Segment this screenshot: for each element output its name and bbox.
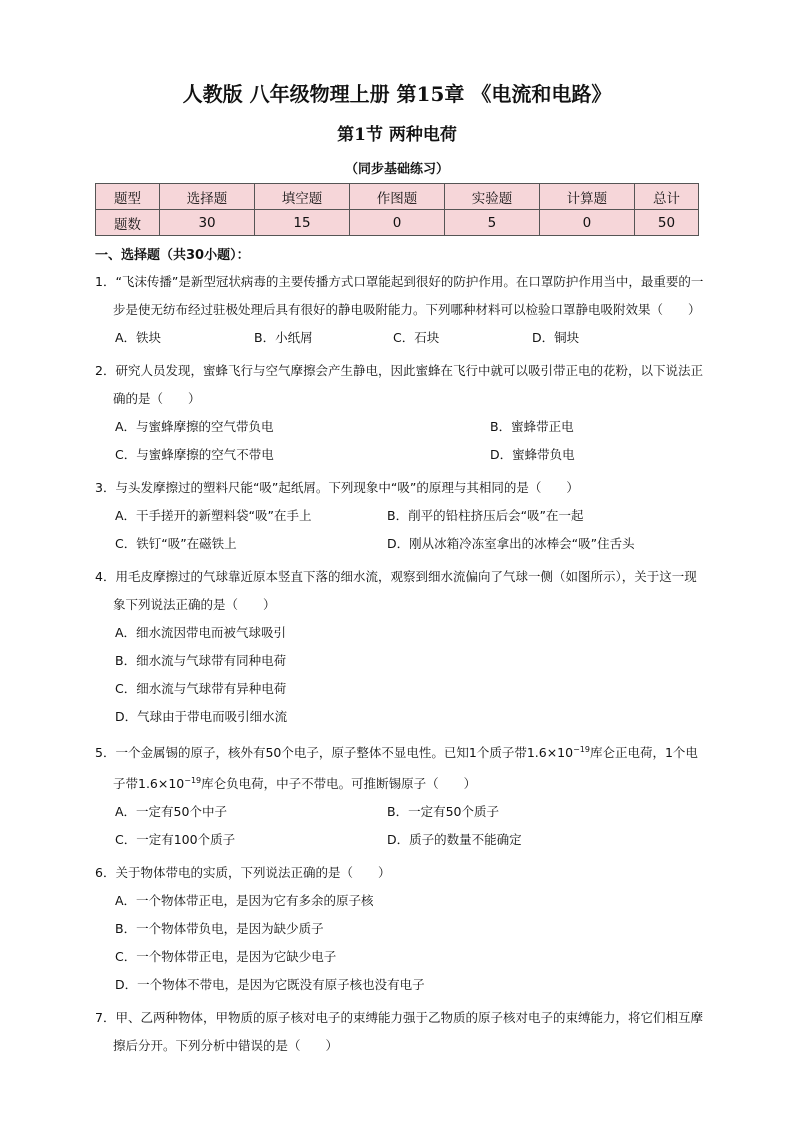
stats-header-row	[96, 184, 699, 210]
stats-header-cell: 实验题	[444, 184, 539, 210]
question-5	[95, 736, 705, 854]
question-stem: 6．关于物体带电的实质，下列说法正确的是（ ）	[95, 865, 391, 881]
option-c[interactable]: C．一个物体带正电，是因为它缺少电子	[115, 949, 337, 965]
stats-value-cell: 30	[160, 210, 255, 236]
option-list	[95, 798, 705, 854]
option-b[interactable]: B．一个物体带负电，是因为缺少质子	[115, 921, 324, 937]
question-2	[95, 357, 705, 469]
option-a[interactable]: A．干手搓开的新塑料袋“吸”在手上	[115, 508, 312, 523]
stats-header-cell: 选择题	[160, 184, 255, 210]
question-4	[95, 563, 705, 731]
stats-value-cell: 题数	[96, 210, 160, 236]
option-c[interactable]: C．铁钉“吸”在磁铁上	[115, 536, 237, 551]
option-b[interactable]: B．细水流与气球带有同种电荷	[115, 653, 287, 668]
stats-header-cell: 填空题	[255, 184, 350, 210]
option-c[interactable]: C．与蜜蜂摩擦的空气不带电	[115, 447, 274, 462]
option-list	[95, 413, 705, 469]
question-stem	[95, 736, 705, 798]
stats-value-cell: 0	[539, 210, 634, 236]
question-stem: 3．与头发摩擦过的塑料尺能“吸”起纸屑。下列现象中“吸”的原理与其相同的是（ ）	[95, 480, 579, 495]
option-c[interactable]: C．细水流与气球带有异种电荷	[115, 681, 287, 696]
practice-note: （同步基础练习）	[344, 162, 449, 177]
stats-value-cell: 5	[444, 210, 539, 236]
exponent: −19	[573, 745, 590, 754]
option-a[interactable]: A．一个物体带正电，是因为它有多余的原子核	[115, 893, 374, 909]
question-stem: 7．甲、乙两种物体，甲物质的原子核对电子的束缚能力强于乙物质的原子核对电子的束缚能力，将它们相互摩擦后分开。下列分析中错误的是（ ）	[95, 1010, 703, 1054]
stats-header-cell: 作图题	[350, 184, 445, 210]
option-d[interactable]: D．气球由于带电而吸引细水流	[115, 709, 288, 724]
option-a[interactable]: A．与蜜蜂摩擦的空气带负电	[115, 419, 274, 434]
option-list	[95, 502, 705, 558]
option-a[interactable]: A．细水流因带电而被气球吸引	[115, 625, 287, 640]
exponent: −19	[184, 776, 202, 786]
option-d[interactable]: D．刚从冰箱冷冻室拿出的冰棒会“吸”住舌头	[387, 536, 635, 551]
option-d[interactable]: D．蜜蜂带负电	[490, 447, 575, 462]
option-list	[95, 324, 705, 352]
stem-text: 库仑负电荷，中子不带电。可推断锡原子（ ）	[201, 776, 477, 792]
stats-value-cell: 0	[350, 210, 445, 236]
option-a[interactable]: A．铁块	[115, 330, 162, 345]
option-d[interactable]: D．质子的数量不能确定	[387, 832, 522, 848]
option-list	[95, 887, 705, 999]
option-c[interactable]: C．石块	[393, 330, 440, 345]
question-stem: 1．“飞沫传播”是新型冠状病毒的主要传播方式口罩能起到很好的防护作用。在口罩防护作用当中，最重要的一步是使无纺布经过驻极处理后具有很好的静电吸附能力。下列哪种材料可以检验口罩静电吸附效果（ ）	[95, 274, 704, 317]
question-7	[95, 1004, 705, 1060]
stats-value-row	[96, 210, 699, 236]
section-heading: 一、选择题（共30小题）：	[95, 248, 250, 263]
stats-value-cell: 15	[255, 210, 350, 236]
question-stem: 4．用毛皮摩擦过的气球靠近原本竖直下落的细水流，观察到细水流偏向了气球一侧（如图所示），关于这一现象下列说法正确的是（ ）	[95, 569, 697, 612]
document-title: 人教版 八年级物理上册 第15章 《电流和电路》	[182, 82, 612, 106]
option-a[interactable]: A．一定有50个中子	[115, 804, 227, 820]
question-3	[95, 474, 705, 558]
option-b[interactable]: B．一定有50个质子	[387, 804, 499, 820]
question-list	[95, 268, 705, 1065]
question-stem: 2．研究人员发现，蜜蜂飞行与空气摩擦会产生静电，因此蜜蜂在飞行中就可以吸引带正电的花粉，以下说法正确的是（ ）	[95, 363, 703, 406]
stem-text: 库仑正电荷，1个电子带1.6×10	[113, 745, 698, 792]
stem-text: 5．一个金属锡的原子，核外有50个电子，原子整体不显电性。已知1个质子带1.6×10	[95, 745, 574, 761]
option-d[interactable]: D．一个物体不带电，是因为它既没有原子核也没有电子	[115, 977, 425, 993]
option-b[interactable]: B．小纸屑	[254, 330, 313, 345]
option-b[interactable]: B．削平的铅柱挤压后会“吸”在一起	[387, 508, 584, 523]
section-subtitle: 第1节 两种电荷	[337, 125, 457, 145]
option-list	[95, 619, 705, 731]
option-b[interactable]: B．蜜蜂带正电	[490, 419, 574, 434]
question-stats-table	[95, 183, 699, 236]
option-d[interactable]: D．铜块	[532, 330, 580, 345]
stats-header-cell: 计算题	[539, 184, 634, 210]
stats-header-cell: 总计	[634, 184, 698, 210]
question-1	[95, 268, 705, 352]
stats-header-cell: 题型	[96, 184, 160, 210]
question-6	[95, 859, 705, 999]
option-c[interactable]: C．一定有100个质子	[115, 832, 236, 848]
stats-value-cell: 50	[634, 210, 698, 236]
